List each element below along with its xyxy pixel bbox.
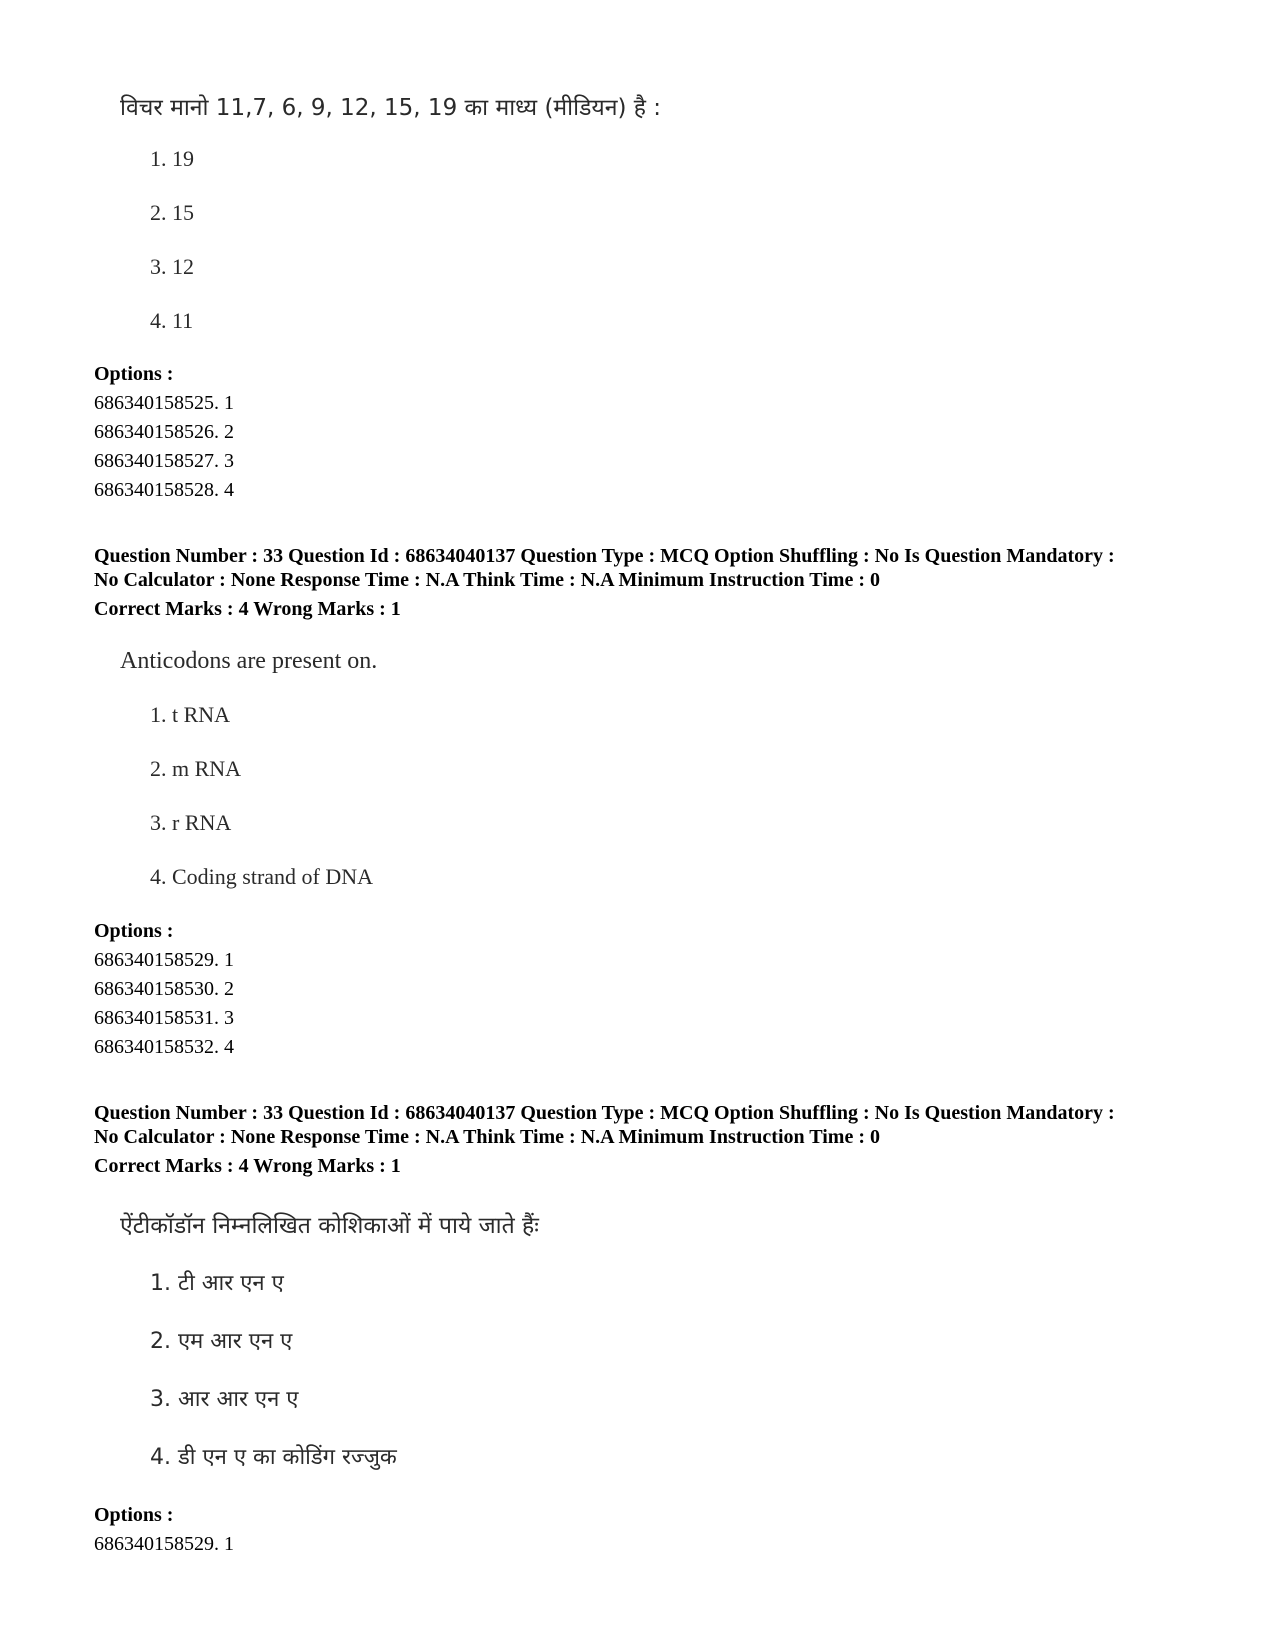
option-line: 686340158532. 4 <box>94 1036 234 1058</box>
choice-4: 4. Coding strand of DNA <box>150 864 374 889</box>
option-line: 686340158528. 4 <box>94 479 234 501</box>
options-label: Options : <box>94 363 174 385</box>
option-line: 686340158530. 2 <box>94 978 234 1000</box>
choice-2: 2. 15 <box>150 200 194 225</box>
choice-2: 2. m RNA <box>150 756 242 781</box>
option-line: 686340158525. 1 <box>94 392 234 414</box>
question-meta-line1: Question Number : 33 Question Id : 68634040137 Question Type : MCQ Option Shuffling : No Is Question Mandatory : <box>94 545 1115 567</box>
choice-4: 4. डी एन ए का कोडिंग रज्जुक <box>150 1445 397 1470</box>
options-label: Options : <box>94 920 174 942</box>
question-marks: Correct Marks : 4 Wrong Marks : 1 <box>94 598 401 620</box>
question-meta-line2: No Calculator : None Response Time : N.A Think Time : N.A Minimum Instruction Time : 0 <box>94 569 880 591</box>
options-label: Options : <box>94 1504 174 1526</box>
choice-2: 2. एम आर एन ए <box>150 1329 293 1354</box>
option-line: 686340158529. 1 <box>94 1533 234 1555</box>
choice-3: 3. r RNA <box>150 810 232 835</box>
question-marks: Correct Marks : 4 Wrong Marks : 1 <box>94 1155 401 1177</box>
option-line: 686340158529. 1 <box>94 949 234 971</box>
option-line: 686340158526. 2 <box>94 421 234 443</box>
question-text: विचर मानो 11,7, 6, 9, 12, 15, 19 का माध्य (मीडियन) है : <box>120 95 662 121</box>
choice-1: 1. 19 <box>150 146 194 171</box>
choice-1: 1. t RNA <box>150 702 231 727</box>
option-line: 686340158531. 3 <box>94 1007 234 1029</box>
question-text: ऐंटीकॉडॉन निम्नलिखित कोशिकाओं में पाये जाते हैंः <box>120 1213 539 1239</box>
choice-3: 3. 12 <box>150 254 194 279</box>
option-line: 686340158527. 3 <box>94 450 234 472</box>
question-meta-line2: No Calculator : None Response Time : N.A Think Time : N.A Minimum Instruction Time : 0 <box>94 1126 880 1148</box>
question-meta-line1: Question Number : 33 Question Id : 68634040137 Question Type : MCQ Option Shuffling : No Is Question Mandatory : <box>94 1102 1115 1124</box>
choice-4: 4. 11 <box>150 308 194 333</box>
choice-1: 1. टी आर एन ए <box>150 1271 284 1296</box>
choice-3: 3. आर आर एन ए <box>150 1387 299 1412</box>
question-text: Anticodons are present on. <box>120 648 378 674</box>
